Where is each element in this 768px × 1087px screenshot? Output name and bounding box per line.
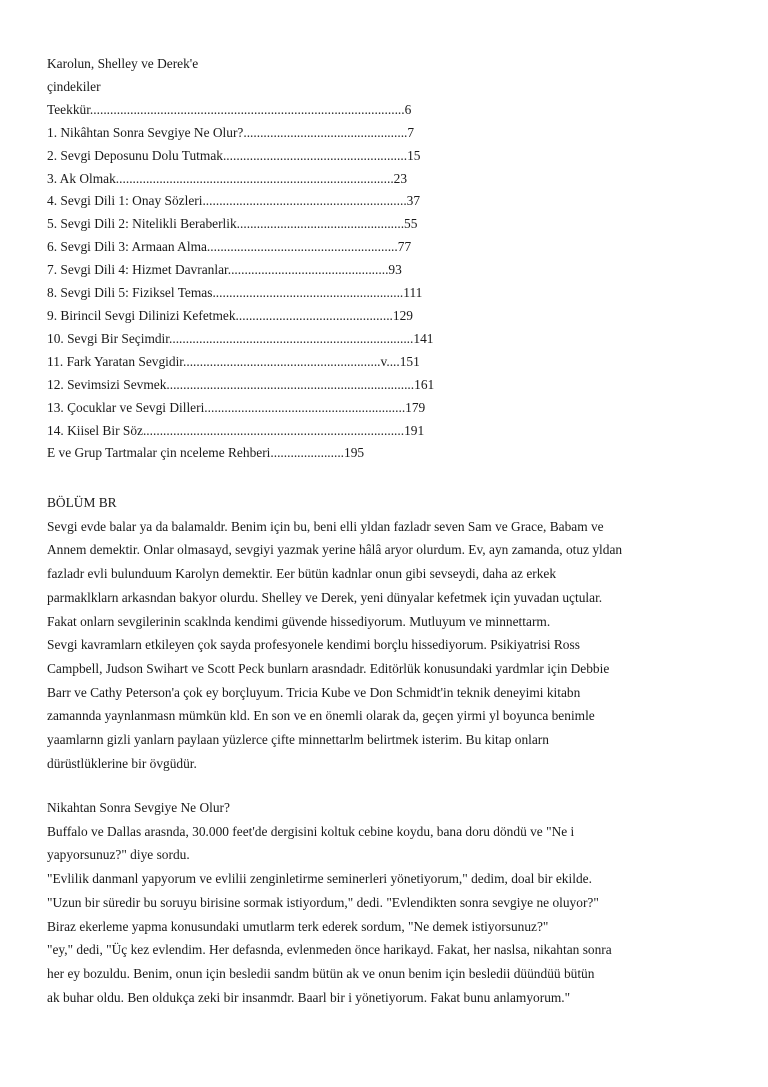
toc-entry: 13. Çocuklar ve Sevgi Dilleri............................................................179	[47, 399, 426, 415]
paragraph-line: ak buhar oldu. Ben oldukça zeki bir insanmdr. Baarl bir i yönetiyorum. Fakat bunu anlamyorum."	[47, 989, 571, 1005]
chapter-one	[47, 491, 737, 775]
toc-entry: 9. Birincil Sevgi Dilinizi Kefetmek...............................................129	[47, 307, 413, 323]
paragraph-line: "Evlilik danmanl yapyorum ve evlilii zenginletirme seminerleri yönetiyorum," dedim, doal bir ekilde.	[47, 871, 592, 887]
paragraph-line: her ey bozuldu. Benim, onun için besledii sandm bütün ak ve onun benim için besledii düündüü bütün	[47, 965, 595, 981]
toc-title: çindekiler	[47, 78, 101, 94]
paragraph-line: dürüstlüklerine bir övgüdür.	[47, 755, 197, 771]
toc-entry: 7. Sevgi Dili 4: Hizmet Davranlar................................................93	[47, 262, 402, 278]
toc-entry: 3. Ak Olmak...................................................................................23	[47, 170, 408, 186]
paragraph-line: Buffalo ve Dallas arasnda, 30.000 feet'de dergisini koltuk cebine koydu, bana doru döndü ve "Ne i	[47, 823, 575, 839]
toc-entry: 14. Kiisel Bir Söz..............................................................................191	[47, 422, 425, 438]
section-heading: BÖLÜM BR	[47, 495, 117, 510]
toc-entry: E ve Grup Tartmalar çin nceleme Rehberi......................195	[47, 445, 365, 461]
paragraph-line: Sevgi kavramlarn etkileyen çok sayda profesyonele kendimi borçlu hissediyorum. Psikiyatrisi Ross	[47, 637, 580, 653]
section-two	[47, 796, 737, 1009]
toc-entry: 1. Nikâhtan Sonra Sevgiye Ne Olur?.................................................7	[47, 124, 415, 140]
paragraph-line: yaamlarnn gizli yanlarn paylaan yüzlerce çifte minnettarlm belirtmek isterim. Bu kitap onlarn	[47, 732, 549, 748]
paragraph-line: parmaklklarn arkasndan bakyor olurdu. Shelley ve Derek, yeni dünyalar kefetmek için yuvadan uçtular.	[47, 589, 603, 605]
toc-entry: 12. Sevimsizi Sevmek..........................................................................161	[47, 376, 435, 392]
paragraph-line: Sevgi evde balar ya da balamaldr. Benim için bu, beni elli yldan fazladr seven Sam ve Grace, Babam ve	[47, 518, 604, 534]
toc-entry: Teekkür..............................................................................................6	[47, 101, 412, 117]
section-heading: Nikahtan Sonra Sevgiye Ne Olur?	[47, 800, 230, 815]
toc-entry: 4. Sevgi Dili 1: Onay Sözleri.............................................................37	[47, 193, 421, 209]
toc-entry: 10. Sevgi Bir Seçimdir.........................................................................141	[47, 330, 434, 346]
paragraph-line: Biraz ekerleme yapma konusundaki umutlarm terk ederek sordum, "Ne demek istiyorsunuz?"	[47, 918, 549, 934]
paragraph-line: zamannda yaynlanmasn mümkün kld. En son ve en önemli olarak da, geçen yirmi yl boyunca benimle	[47, 708, 595, 724]
paragraph-line: Campbell, Judson Swihart ve Scott Peck bunlarn arasndadr. Editörlük konusundaki yardmlar için Debbie	[47, 660, 610, 676]
paragraph-line: "Uzun bir süredir bu soruyu birisine sormak istiyordum," dedi. "Evlendikten sonra sevgiye ne oluyor?"	[47, 894, 599, 910]
table-of-contents	[47, 53, 737, 465]
paragraph-line: fazladr evli bulunduum Karolyn demektir. Eer bütün kadnlar onun gibi sevseydi, daha az erkek	[47, 566, 557, 582]
paragraph-line: yapyorsunuz?" diye sordu.	[47, 847, 190, 863]
paragraph-line: Annem demektir. Onlar olmasayd, sevgiyi yazmak yerine hâlâ aryor olurdum. Ev, ayn zamanda, otuz yldan	[47, 542, 623, 558]
paragraph-line: "ey," dedi, "Üç kez evlendim. Her defasnda, evlenmeden önce harikayd. Fakat, her naslsa, nikahtan sonra	[47, 942, 612, 958]
paragraph-line: Fakat onlarn sevgilerinin scaklnda kendimi güvende hissediyorum. Mutluyum ve minnettarm.	[47, 613, 551, 629]
toc-entry: 11. Fark Yaratan Sevgidir...........................................................v....151	[47, 353, 420, 369]
paragraph-line: Barr ve Cathy Peterson'a çok ey borçluyum. Tricia Kube ve Don Schmidt'in teknik deneyimi kitabn	[47, 684, 581, 700]
toc-entry: 6. Sevgi Dili 3: Armaan Alma.........................................................77	[47, 239, 412, 255]
dedication: Karolun, Shelley ve Derek'e	[47, 56, 199, 71]
toc-entry: 8. Sevgi Dili 5: Fiziksel Temas.........................................................111	[47, 285, 423, 301]
toc-entry: 5. Sevgi Dili 2: Nitelikli Beraberlik..................................................55	[47, 216, 418, 232]
toc-entry: 2. Sevgi Deposunu Dolu Tutmak.......................................................15	[47, 147, 421, 163]
